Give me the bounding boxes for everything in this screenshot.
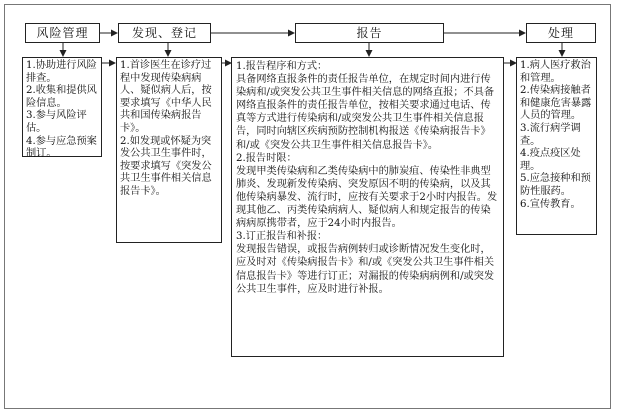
stage-header-handling: 处理 — [526, 23, 596, 43]
list-item: 4.参与应急预案制订。 — [26, 135, 97, 160]
stage-box-handling — [516, 57, 597, 235]
list-item: 6.宣传教育。 — [520, 198, 581, 210]
list-item: 5.应急接种和预防性服药。 — [520, 173, 591, 197]
report-heading-procedure: 1.报告程序和方式： — [236, 61, 328, 72]
list-item: 3.参与风险评估。 — [26, 110, 87, 134]
list-item: 1.首诊医生在诊疗过程中发现传染病病人、疑似病人后，按要求填写《中华人民共和国传染病报告卡》。 — [120, 60, 212, 134]
report-heading-time-limit: 2.报告时限： — [236, 152, 297, 164]
list-item: 2.收集和提供风险信息。 — [26, 85, 97, 109]
report-heading-correction: 3.订正报告和补报： — [236, 231, 328, 243]
report-text-procedure: 具备网络直报条件的责任报告单位，在规定时间内进行传染病和/或突发公共卫生事件相关信息的网络直报；不具备网络直报条件的责任报告单位，按相关要求通过电话、传真等方式进行传染病和/或突发公共卫生事件相关信息报告，同时向辖区疾病预防控制机构报送《传染病报告卡》和/或《突发公共卫生事件相关信息报告卡》。 — [236, 74, 495, 151]
report-text-correction: 发现报告错误，或报告病例转归或诊断情况发生变化时，应及时对《传染病报告卡》和/或《突发公共卫生事件相关信息报告卡》等进行订正；对漏报的传染病病例和/或突发公共卫生事件，应及时进行补报。 — [236, 244, 495, 295]
list-item: 1.病人医疗救治和管理。 — [520, 60, 591, 84]
stage-header-discovery-registration: 发现、登记 — [118, 23, 211, 43]
stage-header-report: 报告 — [295, 23, 444, 43]
list-item: 4.疫点疫区处理。 — [520, 148, 581, 172]
stage-header-risk-management: 风险管理 — [25, 23, 100, 43]
stage-box-report — [231, 57, 504, 357]
list-item: 3.流行病学调查。 — [520, 122, 581, 147]
report-text-time-limit: 发现甲类传染病和乙类传染病中的肺炭疽、传染性非典型肺炎、发现新发传染病、突发原因不明的传染病，以及其他传染病暴发、流行时，应按有关要求于2小时内报告。发现其他乙、丙类传染病病人、疑似病人和规定报告的传染病病原携带者，应于24小时内报告。 — [236, 165, 498, 230]
list-item: 1.协助进行风险排查。 — [26, 60, 97, 84]
stage-box-discovery-registration — [116, 57, 222, 243]
list-item: 2.传染病接触者和健康危害暴露人员的管理。 — [520, 85, 592, 122]
list-item: 2.如发现或怀疑为突发公共卫生事件时，按要求填写《突发公共卫生事件相关信息报告卡》。 — [120, 135, 212, 197]
stage-box-risk-management — [22, 57, 102, 160]
